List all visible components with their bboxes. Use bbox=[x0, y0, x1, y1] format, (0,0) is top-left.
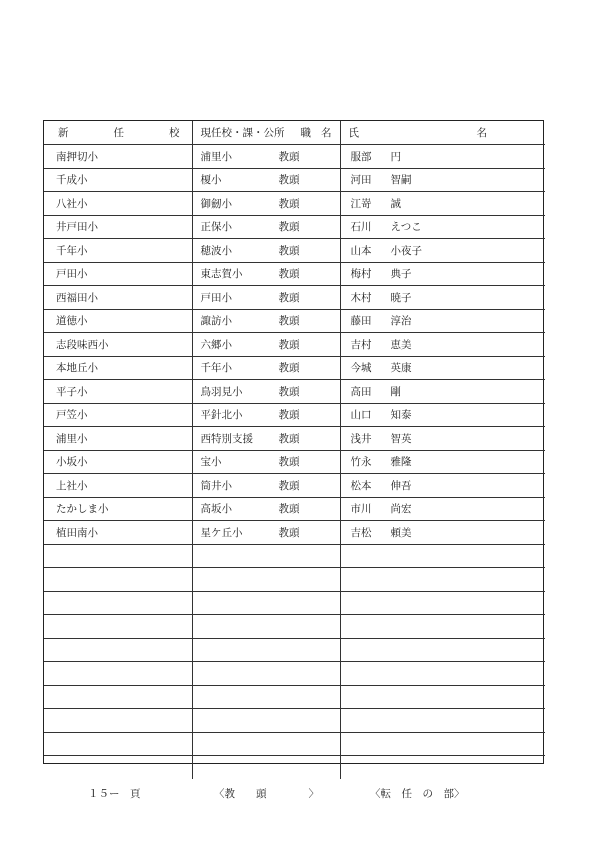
given-name: えつこ bbox=[390, 221, 422, 234]
table-header-row bbox=[44, 121, 545, 145]
person-name-cell bbox=[340, 638, 545, 662]
table-row bbox=[44, 286, 545, 310]
new-school-cell: 千年小 bbox=[44, 239, 192, 263]
given-name: 誠 bbox=[390, 197, 401, 210]
person-name-cell bbox=[340, 756, 545, 779]
table-row bbox=[44, 215, 545, 239]
person-name-cell bbox=[340, 709, 545, 733]
current-post-cell bbox=[192, 239, 340, 263]
new-school-cell: 道徳小 bbox=[44, 309, 192, 333]
job-title: 教頭 bbox=[278, 385, 300, 398]
family-name: 河田 bbox=[350, 174, 372, 187]
given-name: 知泰 bbox=[390, 409, 412, 422]
new-school-cell: 戸笠小 bbox=[44, 403, 192, 427]
current-post-cell bbox=[192, 168, 340, 192]
person-name-cell bbox=[340, 427, 545, 451]
family-name: 浅井 bbox=[350, 432, 372, 445]
person-name-cell bbox=[340, 333, 545, 357]
given-name: 典子 bbox=[390, 268, 412, 281]
person-name-cell bbox=[340, 521, 545, 545]
header-new-school bbox=[44, 121, 192, 145]
table-row bbox=[44, 356, 545, 380]
current-post-cell bbox=[192, 450, 340, 474]
header-name-char: 氏 bbox=[348, 127, 359, 139]
current-post-cell bbox=[192, 544, 340, 568]
family-name: 服部 bbox=[350, 150, 372, 163]
table-row bbox=[44, 662, 545, 686]
current-school: 正保小 bbox=[200, 221, 232, 234]
job-title: 教頭 bbox=[278, 174, 300, 187]
person-name-cell bbox=[340, 544, 545, 568]
job-title: 教頭 bbox=[278, 432, 300, 445]
header-new-school-char: 新 bbox=[58, 127, 69, 139]
given-name: 円 bbox=[390, 150, 401, 163]
current-post-cell bbox=[192, 427, 340, 451]
job-title: 教頭 bbox=[278, 503, 300, 516]
table-row bbox=[44, 756, 545, 779]
person-name-cell bbox=[340, 192, 545, 216]
table-row bbox=[44, 239, 545, 263]
person-name-cell bbox=[340, 474, 545, 498]
person-name-cell bbox=[340, 168, 545, 192]
header-name bbox=[340, 121, 545, 145]
current-school: 御劒小 bbox=[200, 197, 232, 210]
given-name: 伸吾 bbox=[390, 479, 412, 492]
job-title: 教頭 bbox=[278, 526, 300, 539]
table-row bbox=[44, 615, 545, 639]
current-school: 千年小 bbox=[200, 362, 232, 375]
family-name: 石川 bbox=[350, 221, 372, 234]
given-name: 頼美 bbox=[390, 526, 412, 539]
new-school-cell: 八社小 bbox=[44, 192, 192, 216]
current-school: 戸田小 bbox=[200, 291, 232, 304]
table-row bbox=[44, 145, 545, 169]
new-school-cell bbox=[44, 591, 192, 615]
new-school-cell: 浦里小 bbox=[44, 427, 192, 451]
job-title: 教頭 bbox=[278, 197, 300, 210]
current-school: 東志賀小 bbox=[200, 268, 243, 281]
family-name: 市川 bbox=[350, 503, 372, 516]
new-school-cell bbox=[44, 615, 192, 639]
table-row bbox=[44, 568, 545, 592]
given-name: 雅隆 bbox=[390, 456, 412, 469]
current-post-cell bbox=[192, 403, 340, 427]
new-school-cell bbox=[44, 544, 192, 568]
current-school: 西特別支援 bbox=[200, 432, 253, 445]
header-post-title-char: 名 bbox=[321, 127, 332, 139]
current-school: 筒井小 bbox=[200, 479, 232, 492]
new-school-cell: たかしま小 bbox=[44, 497, 192, 521]
family-name: 梅村 bbox=[350, 268, 372, 281]
new-school-cell bbox=[44, 662, 192, 686]
table-row bbox=[44, 732, 545, 756]
current-post-cell bbox=[192, 380, 340, 404]
family-name: 山口 bbox=[350, 409, 372, 422]
family-name: 江嵜 bbox=[350, 197, 372, 210]
section-label: 〈転 任 の 部〉 bbox=[370, 788, 465, 800]
table-row bbox=[44, 544, 545, 568]
new-school-cell: 植田南小 bbox=[44, 521, 192, 545]
person-name-cell bbox=[340, 685, 545, 709]
job-title: 教頭 bbox=[278, 409, 300, 422]
table-row bbox=[44, 685, 545, 709]
current-school: 浦里小 bbox=[200, 150, 232, 163]
given-name: 小夜子 bbox=[390, 244, 422, 257]
given-name: 恵美 bbox=[390, 338, 412, 351]
current-post-cell bbox=[192, 192, 340, 216]
new-school-cell: 本地丘小 bbox=[44, 356, 192, 380]
given-name: 智嗣 bbox=[390, 174, 412, 187]
family-name: 山本 bbox=[350, 244, 372, 257]
family-name: 竹永 bbox=[350, 456, 372, 469]
person-name-cell bbox=[340, 568, 545, 592]
new-school-cell: 小坂小 bbox=[44, 450, 192, 474]
new-school-cell: 上社小 bbox=[44, 474, 192, 498]
current-post-cell bbox=[192, 732, 340, 756]
current-post-cell bbox=[192, 474, 340, 498]
current-post-cell bbox=[192, 215, 340, 239]
family-name: 松本 bbox=[350, 479, 372, 492]
table-row bbox=[44, 497, 545, 521]
current-school: 榎小 bbox=[200, 174, 222, 187]
current-school: 穂波小 bbox=[200, 244, 232, 257]
new-school-cell: 井戸田小 bbox=[44, 215, 192, 239]
new-school-cell bbox=[44, 685, 192, 709]
current-school: 鳥羽見小 bbox=[200, 385, 243, 398]
table-row bbox=[44, 380, 545, 404]
current-post-cell bbox=[192, 685, 340, 709]
table-row bbox=[44, 309, 545, 333]
family-name: 木村 bbox=[350, 291, 372, 304]
current-post-cell bbox=[192, 262, 340, 286]
new-school-cell bbox=[44, 568, 192, 592]
table-body bbox=[44, 145, 545, 779]
person-name-cell bbox=[340, 145, 545, 169]
job-title: 教頭 bbox=[278, 150, 300, 163]
person-name-cell bbox=[340, 356, 545, 380]
new-school-cell bbox=[44, 732, 192, 756]
header-new-school-char: 任 bbox=[113, 127, 124, 139]
given-name: 暁子 bbox=[390, 291, 412, 304]
person-name-cell bbox=[340, 262, 545, 286]
family-name: 吉松 bbox=[350, 526, 372, 539]
new-school-cell: 西福田小 bbox=[44, 286, 192, 310]
current-post-cell bbox=[192, 568, 340, 592]
given-name: 剛 bbox=[390, 385, 401, 398]
header-post-title-char: 職 bbox=[300, 127, 311, 139]
current-post-cell bbox=[192, 333, 340, 357]
current-post-cell bbox=[192, 615, 340, 639]
family-name: 今城 bbox=[350, 362, 372, 375]
current-post-cell bbox=[192, 709, 340, 733]
person-name-cell bbox=[340, 215, 545, 239]
header-current-post-label: 現任校・課・公所 bbox=[200, 127, 285, 139]
new-school-cell: 志段味西小 bbox=[44, 333, 192, 357]
new-school-cell: 南押切小 bbox=[44, 145, 192, 169]
table-row bbox=[44, 591, 545, 615]
table-row bbox=[44, 450, 545, 474]
current-school: 平針北小 bbox=[200, 409, 243, 422]
person-name-cell bbox=[340, 403, 545, 427]
person-name-cell bbox=[340, 591, 545, 615]
person-name-cell bbox=[340, 239, 545, 263]
job-title: 教頭 bbox=[278, 291, 300, 304]
current-post-cell bbox=[192, 309, 340, 333]
person-name-cell bbox=[340, 380, 545, 404]
table-row bbox=[44, 192, 545, 216]
person-name-cell bbox=[340, 309, 545, 333]
job-title: 教頭 bbox=[278, 338, 300, 351]
new-school-cell: 平子小 bbox=[44, 380, 192, 404]
current-school: 諏訪小 bbox=[200, 315, 232, 328]
table-row bbox=[44, 168, 545, 192]
person-name-cell bbox=[340, 662, 545, 686]
table-row bbox=[44, 474, 545, 498]
job-title: 教頭 bbox=[278, 268, 300, 281]
personnel-table-frame bbox=[43, 120, 544, 764]
given-name: 英康 bbox=[390, 362, 412, 375]
person-name-cell bbox=[340, 497, 545, 521]
current-school: 六郷小 bbox=[200, 338, 232, 351]
new-school-cell bbox=[44, 709, 192, 733]
current-school: 宝小 bbox=[200, 456, 222, 469]
current-post-cell bbox=[192, 756, 340, 779]
job-title: 教頭 bbox=[278, 244, 300, 257]
job-title: 教頭 bbox=[278, 456, 300, 469]
header-name-char: 名 bbox=[476, 127, 487, 139]
job-title: 教頭 bbox=[278, 479, 300, 492]
job-title: 教頭 bbox=[278, 221, 300, 234]
table-row bbox=[44, 333, 545, 357]
category-label: 〈教 頭 〉 bbox=[214, 788, 319, 800]
person-name-cell bbox=[340, 286, 545, 310]
given-name: 尚宏 bbox=[390, 503, 412, 516]
page-number: １５ー 頁 bbox=[88, 788, 141, 800]
new-school-cell bbox=[44, 638, 192, 662]
job-title: 教頭 bbox=[278, 362, 300, 375]
current-post-cell bbox=[192, 638, 340, 662]
header-new-school-char: 校 bbox=[169, 127, 180, 139]
current-post-cell bbox=[192, 145, 340, 169]
table-row bbox=[44, 427, 545, 451]
table-row bbox=[44, 403, 545, 427]
current-post-cell bbox=[192, 521, 340, 545]
family-name: 吉村 bbox=[350, 338, 372, 351]
table-row bbox=[44, 709, 545, 733]
new-school-cell: 戸田小 bbox=[44, 262, 192, 286]
personnel-table bbox=[44, 121, 545, 779]
table-row bbox=[44, 262, 545, 286]
current-school: 高坂小 bbox=[200, 503, 232, 516]
job-title: 教頭 bbox=[278, 315, 300, 328]
new-school-cell: 千成小 bbox=[44, 168, 192, 192]
family-name: 藤田 bbox=[350, 315, 372, 328]
table-row bbox=[44, 521, 545, 545]
given-name: 淳治 bbox=[390, 315, 412, 328]
current-post-cell bbox=[192, 591, 340, 615]
given-name: 智英 bbox=[390, 432, 412, 445]
person-name-cell bbox=[340, 450, 545, 474]
family-name: 高田 bbox=[350, 385, 372, 398]
current-post-cell bbox=[192, 662, 340, 686]
current-school: 星ケ丘小 bbox=[200, 526, 243, 539]
person-name-cell bbox=[340, 732, 545, 756]
current-post-cell bbox=[192, 286, 340, 310]
new-school-cell bbox=[44, 756, 192, 779]
current-post-cell bbox=[192, 356, 340, 380]
current-post-cell bbox=[192, 497, 340, 521]
person-name-cell bbox=[340, 615, 545, 639]
table-row bbox=[44, 638, 545, 662]
header-current-post bbox=[192, 121, 340, 145]
